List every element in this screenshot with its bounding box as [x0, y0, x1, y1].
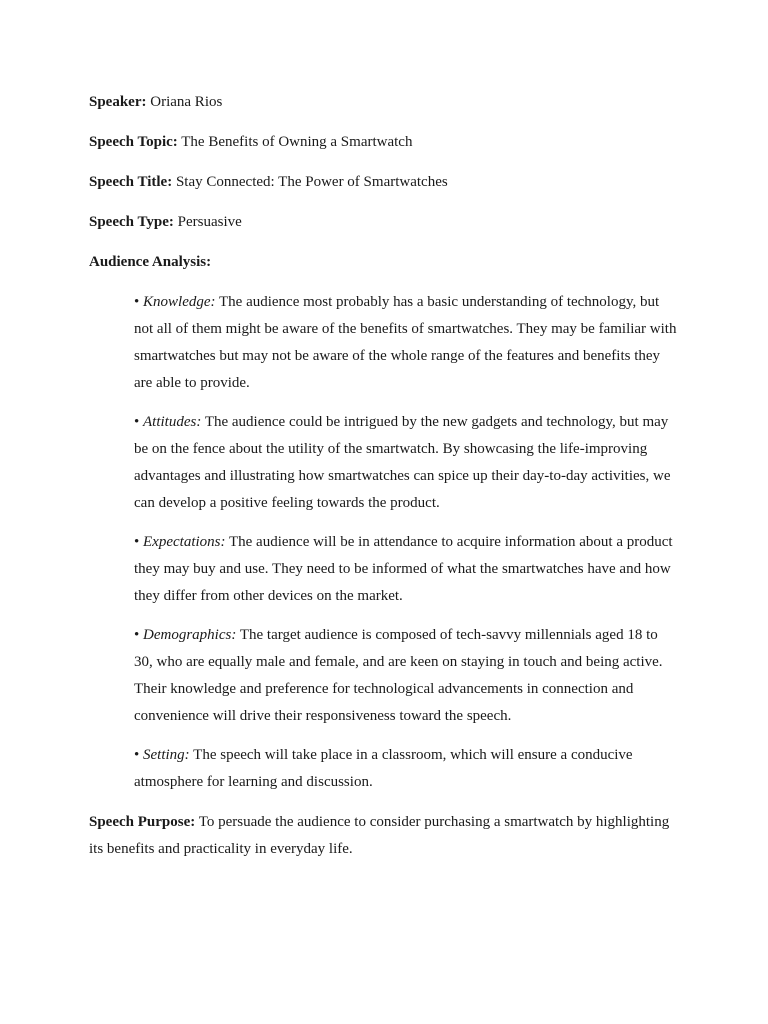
bullet-text: The target audience is composed of tech-savvy millennials aged 18 to 30, who are equally male and female, and are keen on staying in touch and being active. Their knowledge and preference for technological advancements in connection and convenience will drive their responsiveness toward the speech. [134, 627, 663, 724]
bullet-text: The audience will be in attendance to acquire information about a product they may buy and use. They need to be informed of what the smartwatches have and how they differ from other devices on the market. [134, 534, 673, 604]
bullet-text: The audience most probably has a basic understanding of technology, but not all of them might be aware of the benefits of smartwatches. They may be familiar with smartwatches but may not be aware of the whole range of the features and benefits they are able to provide. [134, 294, 677, 391]
list-item [134, 409, 678, 517]
audience-analysis-list [134, 289, 678, 796]
audience-analysis-heading [89, 249, 678, 276]
bullet-text: The audience could be intrigued by the new gadgets and technology, but may be on the fence about the utility of the smartwatch. By showcasing the life-improving advantages and illustrating how smartwatches can spice up their day-to-day activities, we can develop a positive feeling towards the product. [134, 414, 671, 511]
type-value: Persuasive [177, 214, 242, 230]
bullet-term: Expectations: [143, 534, 226, 550]
speaker-line [89, 89, 678, 116]
type-line [89, 209, 678, 236]
bullet-term: Knowledge: [143, 294, 216, 310]
purpose-value: To persuade the audience to consider purchasing a smartwatch by highlighting its benefits and practicality in everyday life. [89, 814, 670, 857]
list-item [134, 289, 678, 397]
list-item [134, 529, 678, 610]
bullet-glyph: • [134, 747, 140, 763]
speaker-label: Speaker: [89, 94, 147, 110]
purpose-line [89, 809, 678, 863]
bullet-term: Setting: [143, 747, 190, 763]
bullet-glyph: • [134, 627, 140, 643]
topic-line [89, 129, 678, 156]
title-label: Speech Title: [89, 174, 173, 190]
title-value: Stay Connected: The Power of Smartwatches [175, 174, 448, 190]
topic-value: The Benefits of Owning a Smartwatch [181, 134, 413, 150]
bullet-term: Attitudes: [143, 414, 202, 430]
bullet-term: Demographics: [143, 627, 237, 643]
speaker-value: Oriana Rios [150, 94, 223, 110]
list-item [134, 742, 678, 796]
bullet-glyph: • [134, 534, 140, 550]
topic-label: Speech Topic: [89, 134, 178, 150]
bullet-text: The speech will take place in a classroom, which will ensure a conducive atmosphere for learning and discussion. [134, 747, 633, 790]
audience-analysis-label: Audience Analysis: [89, 254, 212, 270]
purpose-label: Speech Purpose: [89, 814, 196, 830]
list-item [134, 622, 678, 730]
bullet-glyph: • [134, 294, 140, 310]
type-label: Speech Type: [89, 214, 174, 230]
bullet-glyph: • [134, 414, 140, 430]
title-line [89, 169, 678, 196]
